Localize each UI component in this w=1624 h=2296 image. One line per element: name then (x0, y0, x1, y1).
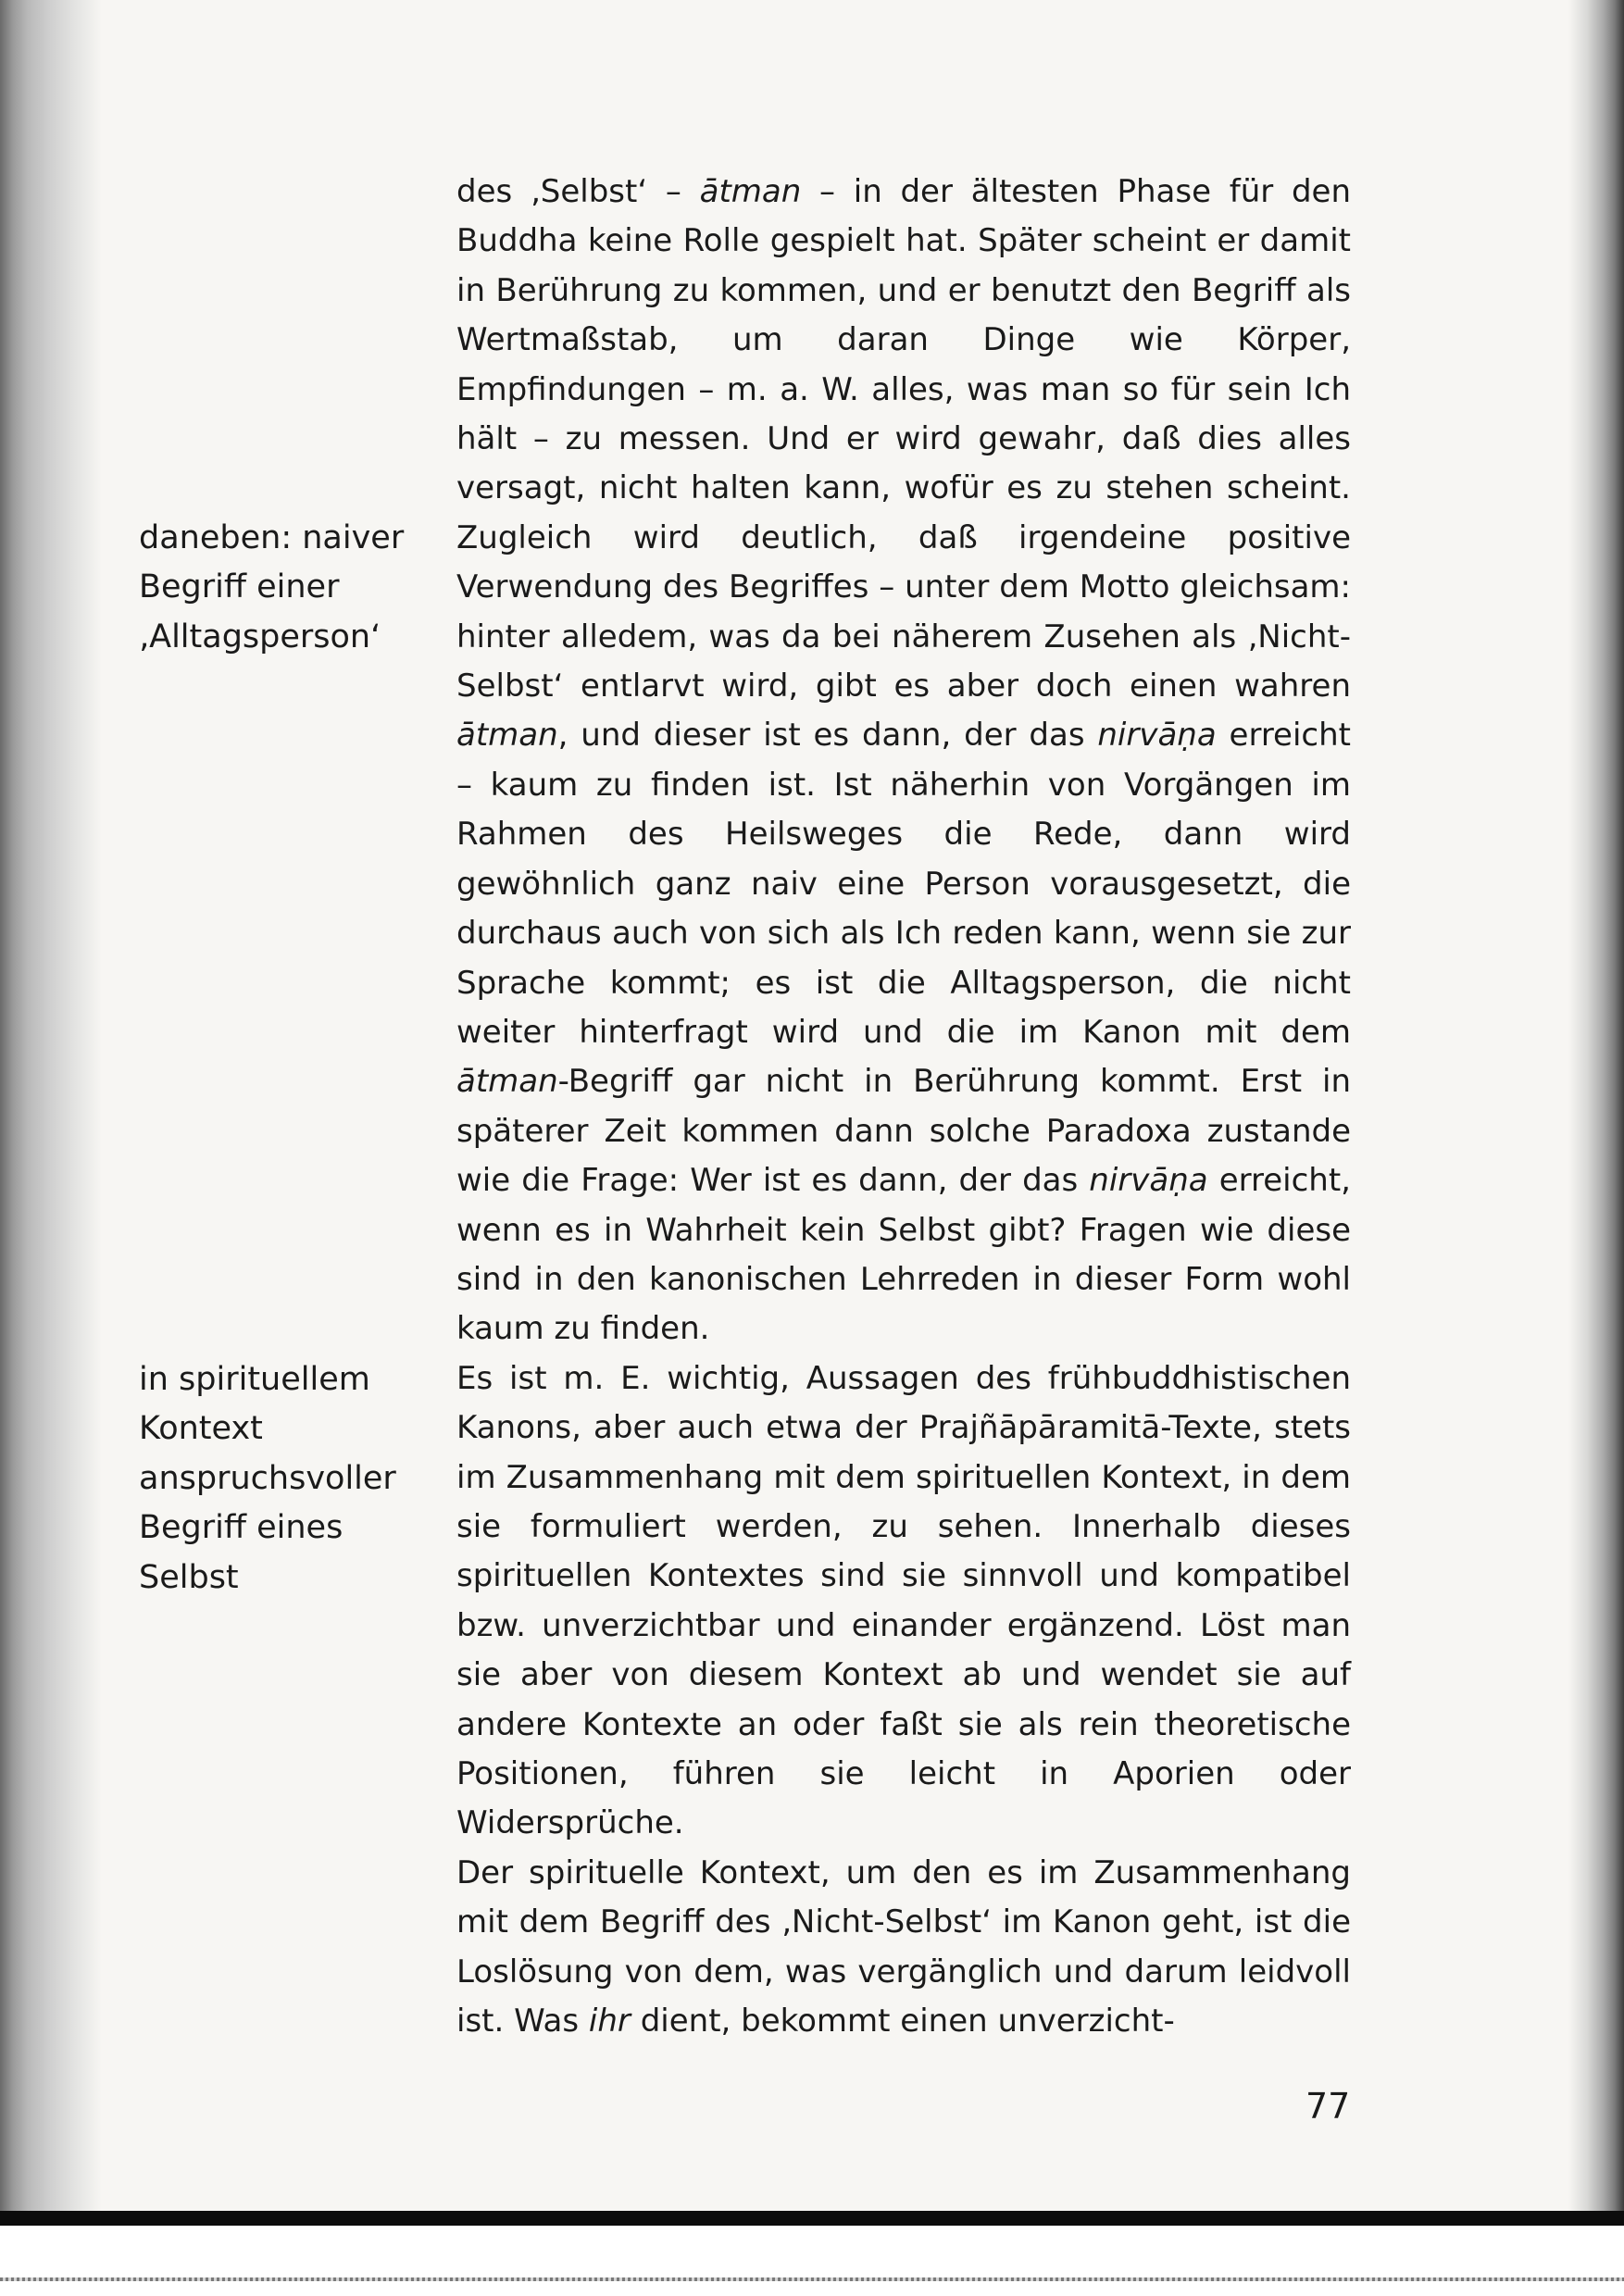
italic-term: ātman (699, 173, 802, 210)
margin-note-line: in spirituellem (139, 1361, 370, 1398)
margin-note-line: Selbst (139, 1558, 239, 1596)
paragraph (456, 168, 1351, 1354)
margin-note-line: Begriff einer (139, 568, 340, 606)
margin-note-line: anspruchsvoller (139, 1459, 396, 1497)
text-run: -Begriff gar nicht in Berührung kommt. Erst in späterer Zeit kommen dann solche Paradoxa zustande wie die Frage: Wer ist es dann, der das (456, 1063, 1351, 1200)
text-run: , und dieser ist es dann, der das (557, 717, 1098, 755)
page-number: 77 (1305, 2086, 1351, 2127)
text-run: des ‚Selbst‘ – (456, 173, 700, 210)
margin-note-line: Kontext (139, 1410, 263, 1448)
scan-bottom-band (0, 2211, 1624, 2226)
italic-term: ihr (588, 2003, 631, 2040)
text-run: – in der ältesten Phase für den Buddha keine Rolle gespielt hat. Später scheint er damit in Berührung zu kommen, und er benutzt den Begriff als Wertmaßstab, um daran Dinge wie Körper, Empfindungen – m. a. W. alles, was man so für sein Ich hält – zu messen. Und er wird gewahr, daß dies alles versagt, nicht halten kann, wofür es zu stehen scheint. Zugleich wird deutlich, daß irgendeine positive Verwendung des Begriffes – unter dem Motto gleichsam: hinter alledem, was da bei näherem Zusehen als ‚Nicht-Selbst‘ entlarvt wird, gibt es aber doch einen wahren (456, 173, 1352, 705)
text-run: dient, bekommt einen unverzicht- (630, 2003, 1175, 2040)
text-run: Es ist m. E. wichtig, Aussagen des frühbuddhistischen Kanons, aber auch etwa der Prajñāpāramitā-Texte, stets im Zusammenhang mit dem spirituellen Kontext, in dem sie formuliert werden, zu sehen. Innerhalb dieses spirituellen Kontextes sind sie sinnvoll und kompatibel bzw. unverzichtbar und einander ergänzend. Löst man sie aber von diesem Kontext ab und wendet sie auf andere Kontexte an oder faßt sie als rein theoretische Positionen, führen sie leicht in Aporien oder Widersprüche. (456, 1359, 1351, 1842)
margin-note (139, 1355, 435, 1603)
italic-term: ātman (456, 1063, 558, 1101)
margin-note-line: ‚Alltagsperson‘ (139, 618, 381, 655)
margin-note (139, 514, 435, 662)
margin-note-line: daneben: naiver (139, 519, 405, 556)
text-run: Der spirituelle Kontext, um den es im Zusammenhang mit dem Begriff des ‚Nicht-Selbst‘ im Kanon geht, ist die Loslösung von dem, was vergänglich und darum leidvoll ist. Was (456, 1853, 1351, 2040)
italic-term: ātman (456, 717, 558, 755)
margin-note-line: Begriff eines (139, 1509, 344, 1547)
paragraph (456, 1354, 1351, 1849)
paragraph (456, 1849, 1351, 2047)
text-run: erreicht, wenn es in Wahrheit kein Selbst gibt? Fragen wie diese sind in den kanonischen Lehrreden in dieser Form wohl kaum zu finden. (456, 1162, 1351, 1348)
page-edge-shadow (1568, 0, 1624, 2222)
body-text (456, 168, 1351, 2046)
italic-term: nirvāṇa (1097, 717, 1217, 755)
text-run: erreicht – kaum zu finden ist. Ist näherhin von Vorgängen im Rahmen des Heilsweges die Rede, dann wird gewöhnlich ganz naiv eine Person vorausgesetzt, die durchaus auch von sich als Ich reden kann, wenn sie zur Sprache kommt; es ist die Alltagsperson, die nicht weiter hinterfragt wird und die im Kanon mit dem (456, 717, 1351, 1051)
scan-bottom-strip (0, 2226, 1624, 2296)
italic-term: nirvāṇa (1089, 1162, 1208, 1200)
scan-bottom-rule (0, 2277, 1624, 2281)
binding-shadow (0, 0, 102, 2222)
